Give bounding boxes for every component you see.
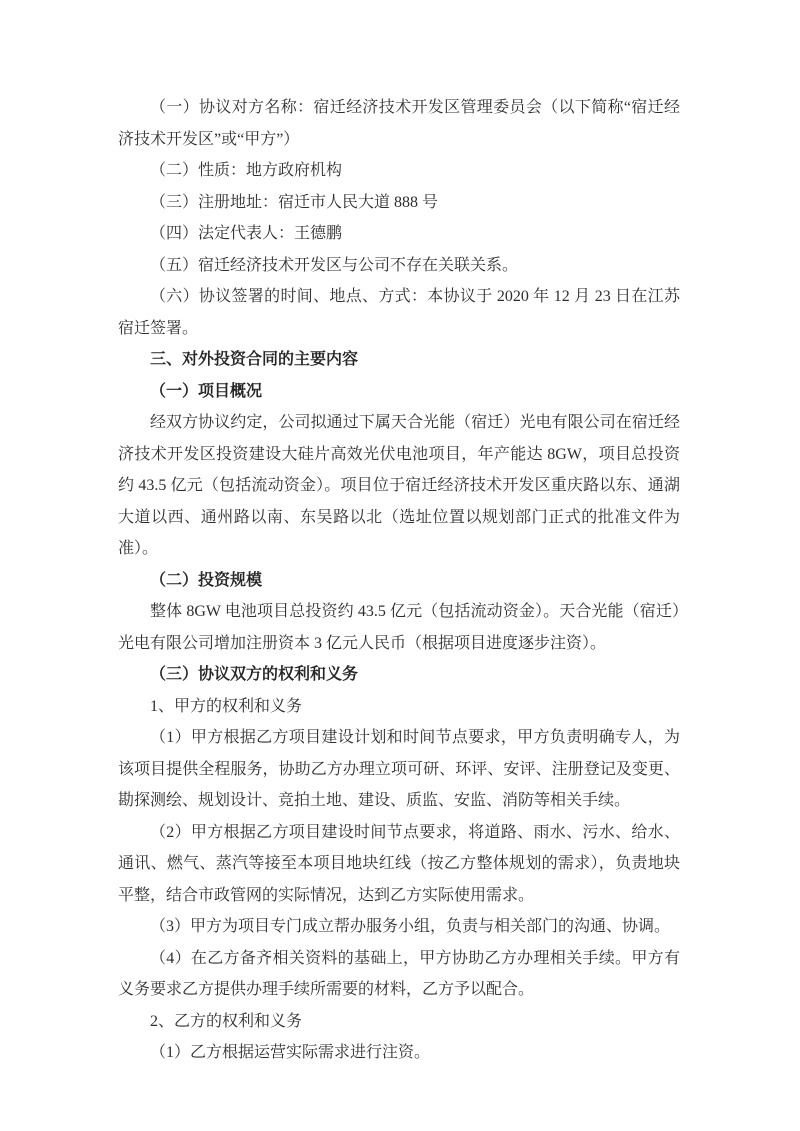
paragraph-party-b-title: 2、乙方的权利和义务 [150,1012,303,1030]
paragraph-counterparty-name: （一）协议对方名称：宿迁经济技术开发区管理委员会（以下简称“宿迁经济技术开发区”或“甲方”） [118,99,680,148]
paragraph-party-b-item-1: （1）乙方根据运营实际需求进行注资。 [150,1044,431,1061]
paragraph-party-a-item-3: （3）甲方为项目专门成立帮办服务小组，负责与相关部门的沟通、协调。 [150,918,671,935]
paragraph-party-a-item-2: （2）甲方根据乙方项目建设时间节点要求，将道路、雨水、污水、给水、通讯、燃气、蒸汽等接至本项目地块红线（按乙方整体规划的需求），负责地块平整，结合市政管网的实际情况，达到乙方实际使用需求。 [118,823,680,904]
paragraph-nature: （二）性质：地方政府机构 [150,162,343,179]
paragraph-project-overview: 经双方协议约定，公司拟通过下属天合光能（宿迁）光电有限公司在宿迁经济技术开发区投资建设大硅片高效光伏电池项目，年产能达 8GW，项目总投资约 43.5 亿元（包括流动资金）。项目位于宿迁经济技术开发区重庆路以东、通湖大道以西、通州路以南、东吴路以北（选址位置以规划部门正式的批准文件为准）。 [118,414,680,557]
paragraph-party-a-item-4: （4）在乙方备齐相关资料的基础上，甲方协助乙方办理相关手续。甲方有义务要求乙方提供办理手续所需要的材料，乙方予以配合。 [118,949,680,998]
section-heading-project-overview: （一）项目概况 [150,382,263,400]
paragraph-legal-representative: （四）法定代表人：王德鹏 [150,225,343,242]
section-heading-main-contents: 三、对外投资合同的主要内容 [150,351,359,368]
section-heading-investment-scale: （二）投资规模 [150,571,263,589]
paragraph-registered-address: （三）注册地址：宿迁市人民大道 888 号 [150,193,439,211]
paragraph-investment-scale: 整体 8GW 电池项目总投资约 43.5 亿元（包括流动资金）。天合光能（宿迁）光电有限公司增加注册资本 3 亿元人民币（根据项目进度逐步注资）。 [118,603,680,652]
paragraph-relationship: （五）宿迁经济技术开发区与公司不存在关联关系。 [150,256,519,274]
section-heading-rights-obligations: （三）协议双方的权利和义务 [150,666,359,683]
paragraph-party-a-title: 1、甲方的权利和义务 [150,697,303,715]
paragraph-party-a-item-1: （1）甲方根据乙方项目建设计划和时间节点要求，甲方负责明确专人，为该项目提供全程服务，协助乙方办理立项可研、环评、安评、注册登记及变更、勘探测绘、规划设计、竞拍土地、建设、质监、安监、消防等相关手续。 [118,729,680,809]
paragraph-signing-info: （六）协议签署的时间、地点、方式：本协议于 2020 年 12 月 23 日在江苏宿迁签署。 [118,288,680,337]
